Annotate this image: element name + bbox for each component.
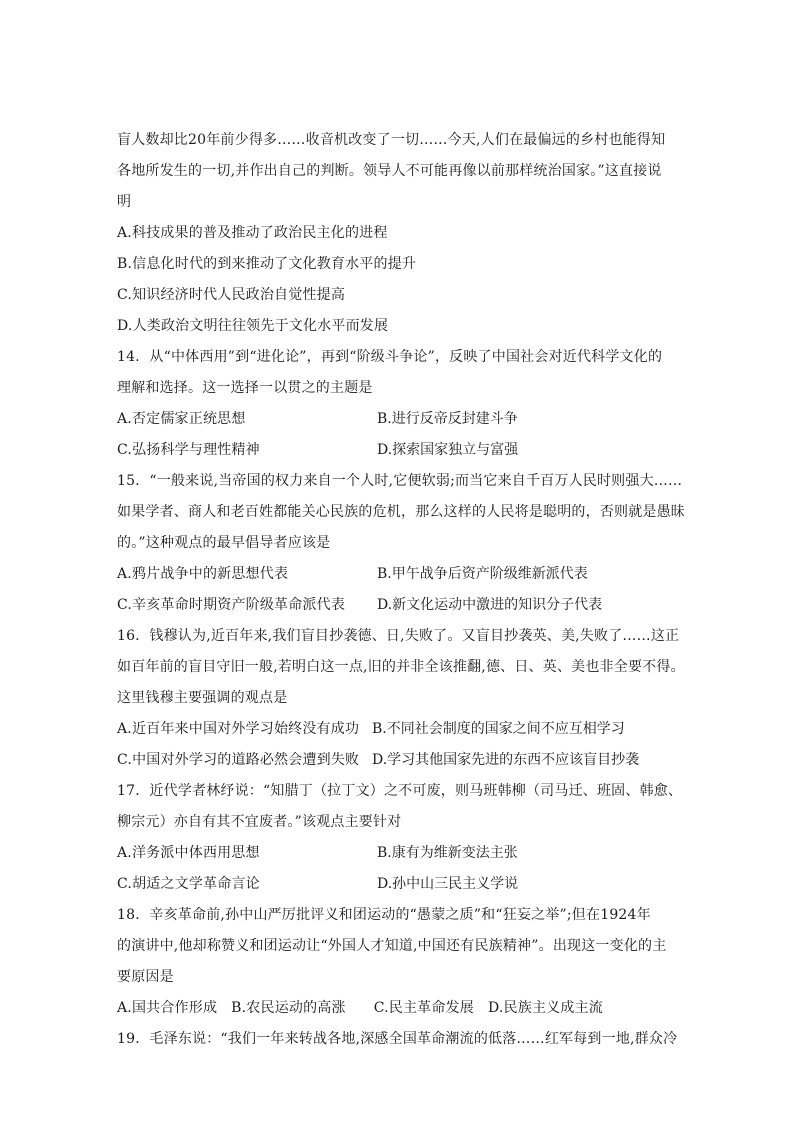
- question-18-stem: 要原因是: [117, 969, 174, 985]
- question-19-stem: 19．毛泽东说：“我们一年来转战各地,深感全国革命潮流的低落……红军每到一地,群众冷: [117, 1031, 678, 1047]
- question-16-stem: 如百年前的盲目守旧一般,若明白这一点,旧的并非全该推翻,德、日、英、美也非全要不得。: [117, 659, 685, 675]
- option-c: C.辛亥革命时期资产阶级革命派代表: [117, 597, 346, 613]
- option-b: B.进行反帝反封建斗争: [377, 411, 518, 427]
- question-16-stem: 这里钱穆主要强调的观点是: [117, 690, 288, 706]
- question-14-stem: 理解和选择。这一选择一以贯之的主题是: [117, 380, 373, 396]
- question-16-stem: 16．钱穆认为,近百年来,我们盲目抄袭德、日,失败了。又盲目抄袭英、美,失败了……这正: [117, 628, 680, 644]
- option-a: A.近百年来中国对外学习始终没有成功: [117, 721, 360, 737]
- option-d: D.探索国家独立与富强: [377, 442, 519, 458]
- option-b: B.甲午战争后资产阶级维新派代表: [377, 566, 588, 582]
- option-a: A.科技成果的普及推动了政治民主化的进程: [117, 225, 388, 241]
- option-c: C.民主革命发展: [373, 1000, 474, 1016]
- question-15-stem: 的。”这种观点的最早倡导者应该是: [117, 535, 331, 551]
- question-14-stem: 14．从“中体西用”到“进化论”，再到“阶级斗争论”，反映了中国社会对近代科学文化的: [117, 349, 663, 365]
- option-d: D.孙中山三民主义学说: [377, 876, 519, 892]
- option-b: B.信息化时代的到来推动了文化教育水平的提升: [117, 256, 417, 272]
- option-c: C.中国对外学习的道路必然会遭到失败: [117, 752, 360, 768]
- question-text-line: 明: [117, 194, 132, 210]
- question-18-stem: 18．辛亥革命前,孙中山严厉批评义和团运动的“愚蒙之质”和“狂妄之举”;但在1924年: [117, 907, 651, 923]
- option-d: D.人类政治文明往往领先于文化水平而发展: [117, 318, 389, 334]
- option-a: A.洋务派中体西用思想: [117, 845, 260, 861]
- question-18-stem: 的演讲中,他却称赞义和团运动让“外国人才知道,中国还有民族精神”。出现这一变化的主: [117, 938, 667, 954]
- option-b: B.康有为维新变法主张: [377, 845, 518, 861]
- question-text-line: 各地所发生的一切,并作出自己的判断。领导人不可能再像以前那样统治国家。”这直接说: [117, 163, 662, 179]
- option-d: D.新文化运动中激进的知识分子代表: [377, 597, 603, 613]
- option-c: C.胡适之文学革命言论: [117, 876, 260, 892]
- question-17-stem: 柳宗元）亦自有其不宜废者。”该观点主要针对: [117, 814, 402, 830]
- question-15-stem: 15．“一般来说,当帝国的权力来自一个人时,它便软弱;而当它来自千百万人民时则强大……: [117, 473, 683, 489]
- option-c: C.知识经济时代人民政治自觉性提高: [117, 287, 346, 303]
- question-17-stem: 17．近代学者林纾说：“知腊丁（拉丁文）之不可废，则马班韩柳（司马迁、班固、韩愈、: [117, 783, 683, 799]
- option-b: B.农民运动的高涨: [231, 1000, 346, 1016]
- option-d: D.学习其他国家先进的东西不应该盲目抄袭: [372, 752, 640, 768]
- question-15-stem: 如果学者、商人和老百姓都能关心民族的危机，那么这样的人民将是聪明的，否则就是愚昧: [117, 504, 685, 520]
- options-row: [117, 998, 617, 1018]
- option-a: A.否定儒家正统思想: [117, 411, 246, 427]
- question-text-line: 盲人数却比20年前少得多……收音机改变了一切……今天,人们在最偏远的乡村也能得知: [117, 132, 666, 148]
- option-a: A.鸦片战争中的新思想代表: [117, 566, 289, 582]
- option-d: D.民族主义成主流: [487, 1000, 603, 1016]
- option-c: C.弘扬科学与理性精神: [117, 442, 260, 458]
- option-a: A.国共合作形成: [117, 1000, 218, 1016]
- option-b: B.不同社会制度的国家之间不应互相学习: [372, 721, 625, 737]
